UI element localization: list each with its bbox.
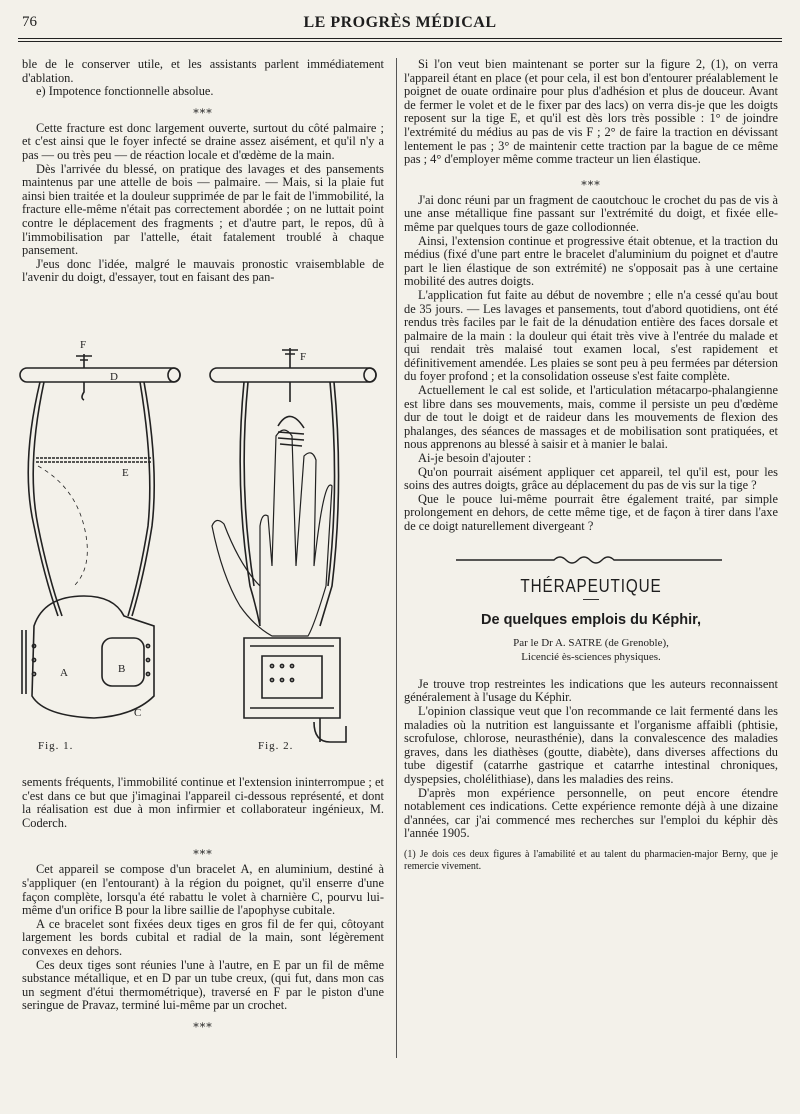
page-number: 76 [22,14,37,30]
paragraph: Je trouve trop restreintes les indications que les auteurs reconnaissent généralement à l'usage du Képhir. [404,676,778,705]
right-column [404,58,778,873]
paragraph: D'après mon expérience personnelle, on peut encore étendre notablement ces indications. Cette expérience remonte déjà à une dizaine d'années, car j'ai commencé mes recherches sur l'emploi du képhir dès l'année 1905. [404,785,778,841]
label-e1: E [122,467,129,479]
apparatus-figure [14,326,386,766]
paragraph: A ce bracelet sont fixées deux tiges en gros fil de fer qui, côtoyant largement les bords cubital et radial de la main, sont légèrement convexes en dehors. [22,916,384,958]
byline-credentials: Licencié ès-sciences physiques. [521,650,661,663]
paragraph: Actuellement le cal est solide, et l'articulation métacarpo-phalangienne est libre dans ses mouvements, mais, comme il persiste un peu d'œdème dur de tout le doigt et de raideur dans les mouvements de flexion des phalanges, des séances de massages et de mobilisation sont pratiquées, et nous apprenons au blessé à saisir et à manier le balai. [404,383,778,452]
figure-1-caption: Fig. 1. [38,740,74,752]
paragraph: L'application fut faite au début de novembre ; elle n'a cessé qu'au bout de 35 jours. — Les lavages et pansements, tout d'abord quotidiens, ont été rendus très faciles par le fait de la dénudation entière des faces dorsale et palmaire de la main : la douleur qui était très vive à l'entrée du malade et qui rendait très malaisé tout examen local, s'est rapidement et définitivement amendée. Les plaies se sont peu à peu fermées par détersion du foyer profond ; et la consolidation osseuse s'est faite complète. [404,287,778,384]
article-title: De quelques emplois du Képhir, [481,612,701,629]
running-title: LE PROGRÈS MÉDICAL [303,14,497,31]
paragraph: Ainsi, l'extension continue et progressive était obtenue, et la traction du médius (fixé d'une part entre le bracelet d'aluminium du poignet et d'autre part le lien élastique de son extrémité) ne s'opposait pas à une certaine mobilité des autres doigts. [404,233,778,289]
apparatus-illustration [14,326,386,766]
paragraph: Dès l'arrivée du blessé, on pratique des lavages et des pansements maintenus par une attelle de bois — palmaire. — Mais, si la plaie fut ainsi bien traitée et la douleur supprimée de par le fait de l'immobilité, la fracture elle-même n'était pas correctement abordée ; on ne luttait point contre le déplacement des fragments ; et d'autre part, le repos, dû à l'immobilisation par l'attelle, était fatalement troublé à chaque pansement. [22,161,384,258]
ornamental-rule [404,548,778,570]
paragraph: Cette fracture est donc largement ouverte, surtout du côté palmaire ; et c'est ainsi que le foyer infecté se draine assez aisément, et qu'il n'y a pas — ou très peu — de réaction locale et d'œdème de la main. [22,120,384,162]
label-c1: C [134,707,142,719]
paragraph: Si l'on veut bien maintenant se porter sur la figure 2, (1), on verra l'appareil étant en place (et pour cela, il est bon d'entourer préalablement le poignet de ouate ordinaire pour plus d'adhésion et plus de douceur. Avant de fermer le volet et de le fixer par des lacs) on verra dis-je que les doigts reposent sur la tige E, et qu'il est dès lors très possible : 1° de joindre l'extrémité du médius au pas de vis F ; 2° de faire la traction en dévissant lentement le pas ; 3° de maintenir cette traction par la bague de ce même pas ; 4° d'employer même comme tracteur un lien élastique. [404,57,778,167]
figure-2-caption: Fig. 2. [258,740,294,752]
paragraph: Ai-je besoin d'ajouter : [418,451,532,466]
section-stars: ⁎⁎⁎ [193,103,213,116]
left-column-bottom [22,776,384,1036]
label-b1: B [118,663,126,675]
paragraph: Cet appareil se compose d'un bracelet A, en aluminium, destiné à s'appliquer (en l'entourant) à la région du poignet, qu'il enserre d'une façon complète, lorsqu'a été rabattu le volet à charnière C, pourvu lui-même d'un orifice B pour la libre saillie de l'apophyse cubitale. [22,862,384,918]
section-stars: ⁎⁎⁎ [581,175,601,188]
section-stars: ⁎⁎⁎ [193,845,213,858]
section-title: THÉRAPEUTIQUE [520,575,662,596]
left-column-top [22,58,384,285]
paragraph: J'eus donc l'idée, malgré le mauvais pronostic vraisemblable de l'avenir du doigt, d'essayer, tout en faisant des pan- [22,256,384,285]
header-rule-bottom [18,41,782,42]
footnote: (1) Je dois ces deux figures à l'amabilité et au talent du pharmacien-major Berny, que je remercie vivement. [404,848,778,872]
title-rule [583,599,599,600]
section-stars: ⁎⁎⁎ [193,1017,213,1030]
label-f2: F [300,351,307,363]
label-f1: F [80,339,87,351]
paragraph: L'opinion classique veut que l'on recommande ce lait fermenté dans les maladies où la nutrition est languissante et l'organisme affaibli (phtisie, scrofulose, chlorose, neurasthénie), dans la convalescence des maladies graves, dans les diathèses (goutte, diabète), dans diverses affections du tube digestif (catarrhe gastrique et catarrhe intestinal chroniques, dyspepsies, cholélithiase), dans les maladies des reins. [404,703,778,786]
paragraph: J'ai donc réuni par un fragment de caoutchouc le crochet du pas de vis à une anse métallique fine passant sur l'extrémité du doigt, et fixée elle-même par quelques tours de gaze collodionnée. [404,192,778,234]
paragraph: ble de le conserver utile, et les assistants parlent immédiatement d'ablation. [22,57,384,85]
label-a: A [60,667,68,679]
byline: Par le Dr A. SATRE (de Grenoble), [513,636,669,649]
paragraph: sements fréquents, l'immobilité continue et l'extension ininterrompue ; et c'est dans ce but que j'imaginai l'appareil ci-dessous représenté, et dont la réalisation est due à mon infirmier et collaborateur ingénieux, M. Coderch. [22,775,384,830]
column-divider [396,58,397,1058]
paragraph: Qu'on pourrait aisément appliquer cet appareil, tel qu'il est, pour les soins des autres doigts, grâce au déplacement du pas de vis sur la tige ? [404,464,778,493]
label-d1: D [110,371,118,383]
paragraph: e) Impotence fonctionnelle absolue. [36,84,214,99]
paragraph: Que le pouce lui-même pourrait être également traité, par simple prolongement en dehors, de cette même tige, et de façon à tirer dans l'axe de ce doigt naturellement divergeant ? [404,491,778,533]
header-rule-top [18,38,782,39]
paragraph: Ces deux tiges sont réunies l'une à l'autre, en E par un fil de même substance métallique, et en D par un tube creux, (qui fut, dans mon cas un segment d'étui thermométrique), traversé en F par le piston d'une seringue de Pravaz, terminé lui-même par un crochet. [22,957,384,1013]
